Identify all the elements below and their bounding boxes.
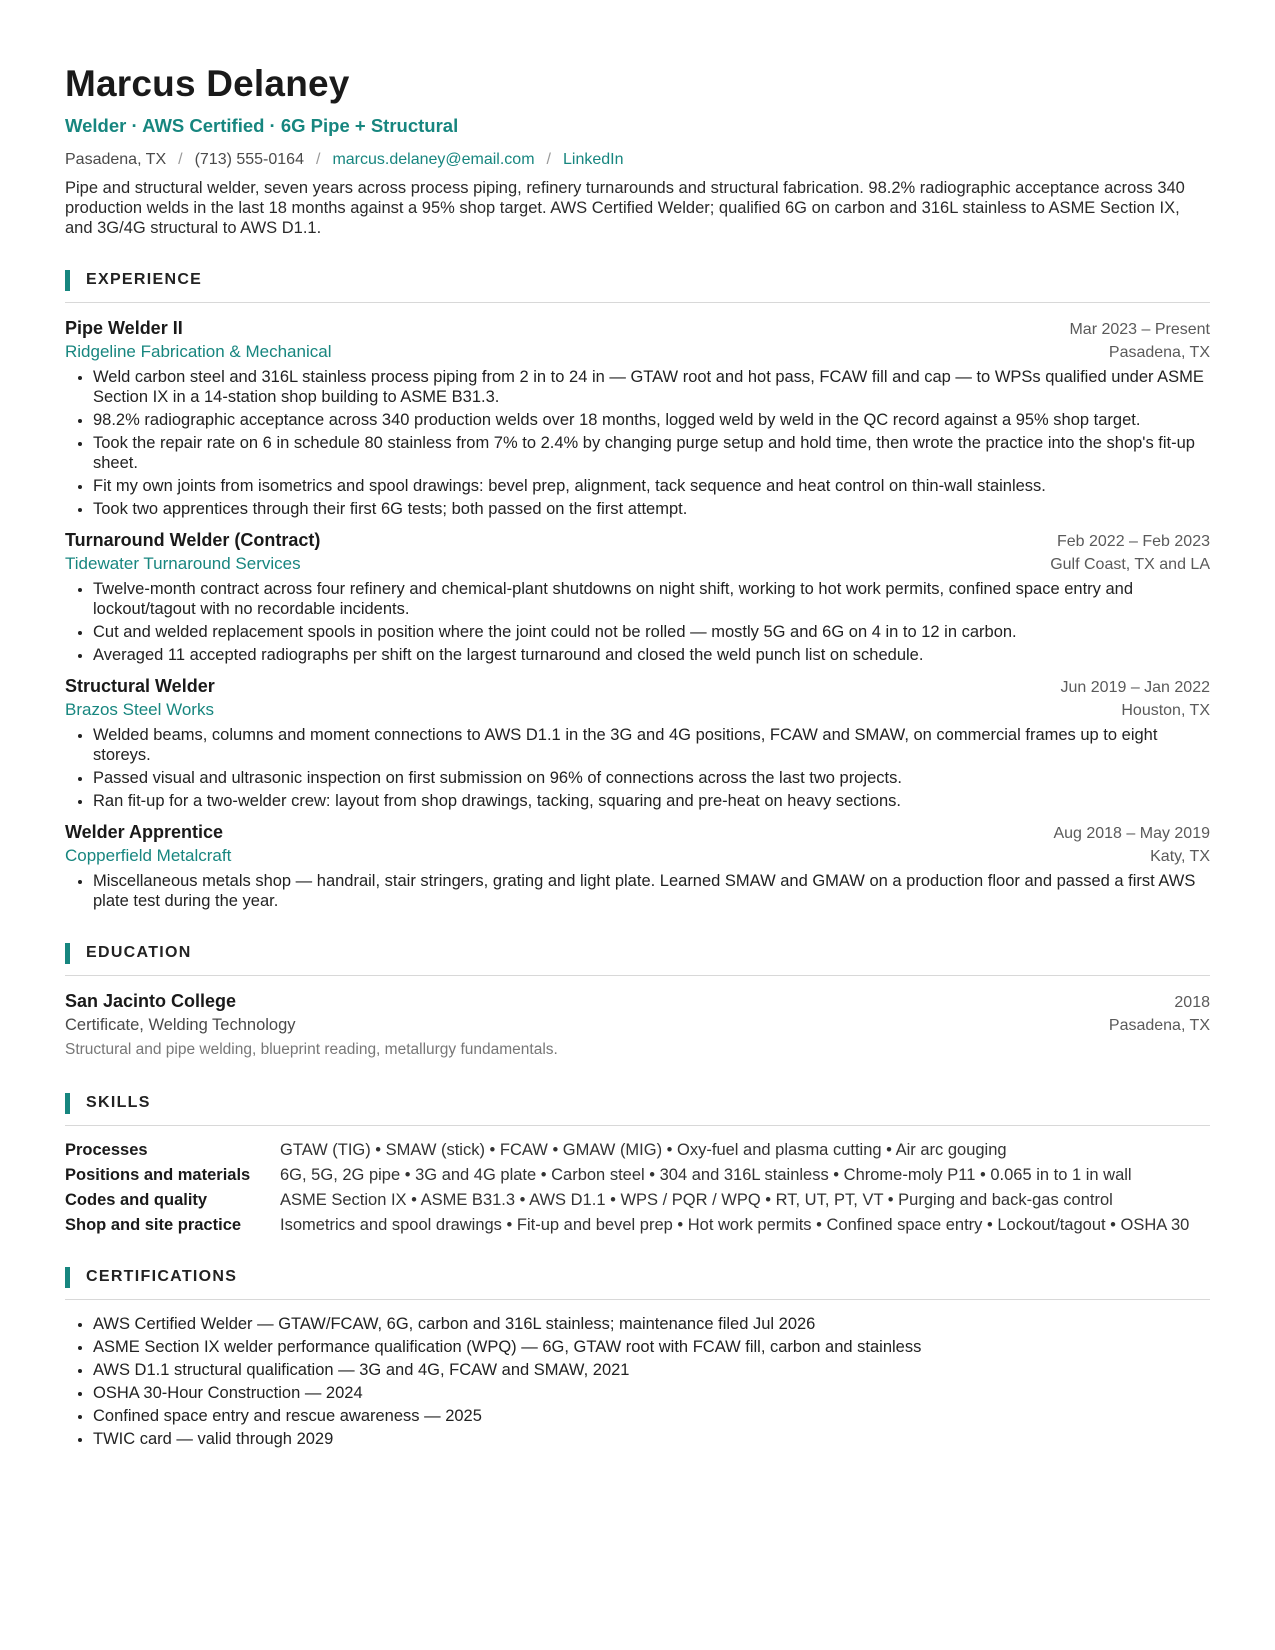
section-title: CERTIFICATIONS [86, 1268, 238, 1285]
linkedin-link[interactable]: LinkedIn [562, 151, 624, 168]
bullet-item: • Cut and welded replacement spools in position where the joint could not be rolled — mostly 5G and 6G on 4 in to 12 in carbon. [93, 622, 1210, 642]
education-year: 2018 [1174, 994, 1210, 1011]
section-divider [65, 302, 1210, 303]
contact-separator: / [546, 151, 551, 168]
section-accent-bar [65, 943, 70, 964]
job-dates: Aug 2018 – May 2019 [1053, 825, 1210, 842]
summary: Pipe and structural welder, seven years across process piping, refinery turnarounds and structural fabrication. 98.2% radiographic acceptance across 340 production welds in the last 18 months against a 95% shop target. AWS Certified Welder; qualified 6G on carbon and 316L stainless to ASME Section IX, and 3G/4G structural to AWS D1.1. [65, 179, 1185, 237]
company-name: Copperfield Metalcraft [65, 846, 232, 865]
skill-row [65, 1165, 1210, 1185]
headline: Welder · AWS Certified · 6G Pipe + Structural [65, 115, 459, 136]
degree: Certificate, Welding Technology [65, 1016, 296, 1034]
job-title: Turnaround Welder (Contract) [65, 530, 321, 550]
education-note: Structural and pipe welding, blueprint reading, metallurgy fundamentals. [65, 1041, 558, 1058]
bullet-item: • Passed visual and ultrasonic inspection on first submission on 96% of connections across the last two projects. [93, 768, 1210, 788]
bullet-item: • Ran fit-up for a two-welder crew: layout from shop drawings, tacking, squaring and pre-heat on heavy sections. [93, 791, 1210, 811]
job-dates: Jun 2019 – Jan 2022 [1060, 679, 1210, 696]
contact-phone: (713) 555-0164 [194, 151, 304, 168]
bullet-item: • Took two apprentices through their first 6G tests; both passed on the first attempt. [93, 499, 1210, 519]
job-entry [65, 821, 1210, 911]
section-title: EDUCATION [86, 944, 192, 961]
section-heading [65, 268, 1210, 292]
skill-row [65, 1140, 1210, 1160]
certification-list [65, 1314, 1210, 1449]
certification-item: • AWS Certified Welder — GTAW/FCAW, 6G, carbon and 316L stainless; maintenance filed Jul 2026 [93, 1314, 1210, 1334]
section-heading [65, 941, 1210, 965]
job-entry [65, 317, 1210, 519]
job-dates: Mar 2023 – Present [1069, 321, 1210, 338]
bullet-item: • Weld carbon steel and 316L stainless process piping from 2 in to 24 in — GTAW root and hot pass, FCAW fill and cap — to WPSs qualified under ASME Section IX in a 14-station shop building to ASME B31.3. [93, 367, 1210, 407]
company-name: Brazos Steel Works [65, 700, 214, 719]
job-bullets [65, 579, 1210, 665]
job-location: Gulf Coast, TX and LA [1050, 556, 1210, 573]
school-name: San Jacinto College [65, 991, 237, 1011]
job-title: Pipe Welder II [65, 318, 183, 338]
section-accent-bar [65, 1267, 70, 1288]
job-location: Houston, TX [1121, 702, 1210, 719]
job-title: Welder Apprentice [65, 822, 224, 842]
skill-label: Shop and site practice [65, 1216, 242, 1234]
contact-separator: / [178, 151, 183, 168]
certifications-section [65, 1265, 1210, 1449]
certification-item: • Confined space entry and rescue awareness — 2025 [93, 1406, 1210, 1426]
job-dates: Feb 2022 – Feb 2023 [1056, 533, 1210, 550]
candidate-name: Marcus Delaney [65, 63, 350, 104]
company-name: Tidewater Turnaround Services [65, 554, 301, 573]
bullet-item: • Fit my own joints from isometrics and spool drawings: bevel prep, alignment, tack sequence and heat control on thin-wall stainless. [93, 476, 1210, 496]
section-title: SKILLS [86, 1094, 151, 1111]
section-heading [65, 1091, 1210, 1115]
skills-section [65, 1091, 1210, 1235]
certification-item: • ASME Section IX welder performance qualification (WPQ) — 6G, GTAW root with FCAW fill, carbon and stainless [93, 1337, 1210, 1357]
skill-value: 6G, 5G, 2G pipe • 3G and 4G plate • Carbon steel • 304 and 316L stainless • Chrome-moly P11 • 0.065 in to 1 in wall [280, 1166, 1132, 1184]
job-entry [65, 675, 1210, 811]
job-location: Katy, TX [1150, 848, 1210, 865]
contact-separator: / [315, 151, 321, 168]
certification-item: • TWIC card — valid through 2029 [93, 1429, 1210, 1449]
skill-row [65, 1215, 1210, 1235]
bullet-item: • Welded beams, columns and moment connections to AWS D1.1 in the 3G and 4G positions, FCAW and SMAW, on commercial frames up to eight storeys. [93, 725, 1210, 765]
contact-location: Pasadena, TX [65, 151, 167, 168]
section-accent-bar [65, 270, 70, 291]
certification-item: • AWS D1.1 structural qualification — 3G and 4G, FCAW and SMAW, 2021 [93, 1360, 1210, 1380]
section-divider [65, 1299, 1210, 1300]
bullet-item: • Miscellaneous metals shop — handrail, stair stringers, grating and light plate. Learned SMAW and GMAW on a production floor and passed a first AWS plate test during the year. [93, 871, 1210, 911]
resume-header [65, 58, 1210, 238]
skill-label: Positions and materials [65, 1166, 251, 1184]
email-link[interactable]: marcus.delaney@email.com [332, 151, 535, 168]
bullet-item: • Averaged 11 accepted radiographs per shift on the largest turnaround and closed the weld punch list on schedule. [93, 645, 1210, 665]
resume-page [65, 58, 1210, 1452]
certification-item: • OSHA 30-Hour Construction — 2024 [93, 1383, 1210, 1403]
job-bullets [65, 367, 1210, 519]
contact-line [65, 149, 1210, 171]
job-location: Pasadena, TX [1108, 344, 1210, 361]
bullet-item: • 98.2% radiographic acceptance across 340 production welds over 18 months, logged weld by weld in the QC record against a 95% shop target. [93, 410, 1210, 430]
section-divider [65, 975, 1210, 976]
job-bullets [65, 871, 1210, 911]
education-location: Pasadena, TX [1108, 1017, 1210, 1034]
education-section [65, 941, 1210, 1061]
job-bullets [65, 725, 1210, 811]
section-title: EXPERIENCE [86, 271, 203, 288]
skill-label: Processes [65, 1141, 148, 1159]
bullet-item: • Twelve-month contract across four refinery and chemical-plant shutdowns on night shift, working to hot work permits, confined space entry and lockout/tagout with no recordable incidents. [93, 579, 1210, 619]
skill-value: Isometrics and spool drawings • Fit-up and bevel prep • Hot work permits • Confined space entry • Lockout/tagout • OSHA 30 [280, 1216, 1190, 1234]
skill-value: ASME Section IX • ASME B31.3 • AWS D1.1 • WPS / PQR / WPQ • RT, UT, PT, VT • Purging and back-gas control [280, 1191, 1113, 1209]
company-name: Ridgeline Fabrication & Mechanical [65, 342, 332, 361]
skill-value: GTAW (TIG) • SMAW (stick) • FCAW • GMAW (MIG) • Oxy-fuel and plasma cutting • Air arc gouging [280, 1141, 1007, 1159]
experience-section [65, 268, 1210, 911]
section-divider [65, 1125, 1210, 1126]
bullet-item: • Took the repair rate on 6 in schedule 80 stainless from 7% to 2.4% by changing purge setup and hold time, then wrote the practice into the shop's fit-up sheet. [93, 433, 1210, 473]
skill-label: Codes and quality [65, 1191, 208, 1209]
section-heading [65, 1265, 1210, 1289]
section-accent-bar [65, 1093, 70, 1114]
job-title: Structural Welder [65, 676, 215, 696]
job-entry [65, 529, 1210, 665]
skill-row [65, 1190, 1210, 1210]
